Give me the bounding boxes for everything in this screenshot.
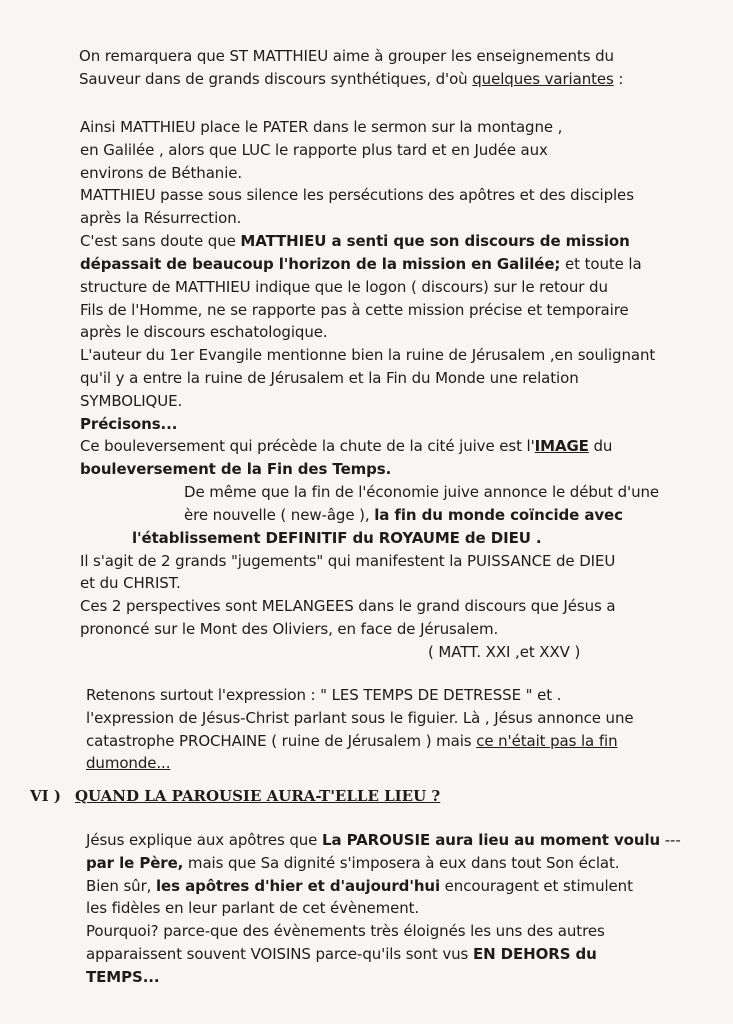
para6-underlined: ce n'était pas la fin	[476, 732, 618, 750]
para6-line-4: dumonde...	[86, 754, 171, 772]
intro-text: Sauveur dans de grands discours synthétiques, d'où	[79, 70, 473, 88]
para4-line-1	[80, 436, 612, 456]
para5-line-2: et du CHRIST.	[80, 574, 181, 592]
para7-bold: La PAROUSIE	[321, 831, 431, 849]
para7-bold: du	[570, 945, 597, 963]
para2-line-4: Fils de l'Homme, ne se rapporte pas à cette mission précise et temporaire	[80, 301, 629, 319]
para7-line-5: Pourquoi? parce-que des évènements très éloignés les uns des autres	[86, 922, 605, 940]
para7-text: mais que Sa dignité s'imposera à eux dans tout Son éclat.	[183, 854, 620, 872]
intro-line-1: On remarquera que ST MATTHIEU aime à grouper les enseignements du	[79, 47, 614, 65]
intro-colon: :	[613, 70, 624, 88]
para5-line-3: Ces 2 perspectives sont MELANGEES dans le grand discours que Jésus a	[80, 597, 616, 615]
para7-text: encouragent et stimulent	[440, 877, 633, 895]
para4-line-2: bouleversement de la Fin des Temps.	[80, 460, 392, 478]
para7-line-7: TEMPS...	[86, 968, 160, 986]
para7-text: Bien sûr,	[86, 877, 156, 895]
para4-image-word: IMAGE	[534, 437, 589, 455]
section-number: VI )	[30, 787, 61, 805]
para2-bold: MATTHIEU a senti que son discours de mission	[240, 232, 630, 250]
para6-line-1: Retenons surtout l'expression : " LES TEMPS DE DETRESSE " et .	[86, 686, 562, 704]
para2-line-5: après le discours eschatologique.	[80, 323, 328, 341]
para7-line-4: les fidèles en leur parlant de cet évènement.	[86, 899, 420, 917]
para7-bold: EN DEHORS	[472, 945, 571, 963]
para7-dashes: ---	[660, 831, 681, 849]
para2-line-3: structure de MATTHIEU indique que le logon ( discours) sur le retour du	[80, 278, 608, 296]
para1-line-4: MATTHIEU passe sous silence les persécutions des apôtres et des disciples	[80, 186, 634, 204]
para2-bold: dépassait de beaucoup l'horizon de la mission en Galilée;	[80, 255, 561, 273]
para5-line-1: Il s'agit de 2 grands "jugements" qui manifestent la PUISSANCE de DIEU	[80, 552, 616, 570]
para2-line-2	[80, 254, 642, 274]
para1-line-3: environs de Béthanie.	[80, 164, 243, 182]
reference: ( MATT. XXI ,et XXV )	[428, 643, 581, 661]
para7-text: apparaissent souvent VOISINS parce-qu'ils sont vus	[86, 945, 473, 963]
para3-line-1: L'auteur du 1er Evangile mentionne bien la ruine de Jérusalem ,en soulignant	[80, 346, 656, 364]
section-title: QUAND LA PAROUSIE AURA-T'ELLE LIEU ?	[74, 787, 441, 805]
intro-line-2	[79, 69, 623, 89]
para3-line-3: SYMBOLIQUE.	[80, 392, 183, 410]
para1-line-2: en Galilée , alors que LUC le rapporte plus tard et en Judée aux	[80, 141, 548, 159]
para3-line-2: qu'il y a entre la ruine de Jérusalem et la Fin du Monde une relation	[80, 369, 579, 387]
para7-bold: par le Père,	[86, 854, 184, 872]
para4-text: Ce bouleversement qui précède la chute de la cité juive est l'	[80, 437, 535, 455]
para2-text: et toute la	[560, 255, 642, 273]
para4-line-3: De même que la fin de l'économie juive annonce le début d'une	[184, 483, 660, 501]
para4-line-4	[184, 505, 623, 525]
para6-line-3	[86, 731, 617, 751]
para2-text: C'est sans doute que	[80, 232, 241, 250]
para1-line-5: après la Résurrection.	[80, 209, 242, 227]
para4-text: ère nouvelle ( new-âge ),	[184, 506, 375, 524]
precisons-label: Précisons...	[80, 415, 178, 433]
intro-underlined: quelques variantes	[472, 70, 614, 88]
para7-line-3	[86, 876, 633, 896]
para7-text: Jésus explique aux apôtres que	[86, 831, 322, 849]
para7-line-1	[86, 830, 681, 850]
section-heading	[30, 787, 440, 805]
para6-line-2: l'expression de Jésus-Christ parlant sous le figuier. Là , Jésus annonce une	[86, 709, 634, 727]
para7-line-2	[86, 853, 619, 873]
para4-text: du	[588, 437, 613, 455]
para4-bold: la fin du monde coïncide avec	[374, 506, 623, 524]
para5-line-4: prononcé sur le Mont des Oliviers, en face de Jérusalem.	[80, 620, 499, 638]
para7-line-6	[86, 944, 597, 964]
para7-bold: les apôtres d'hier et d'aujourd'hui	[156, 877, 441, 895]
para6-text: catastrophe PROCHAINE ( ruine de Jérusalem ) mais	[86, 732, 477, 750]
para7-bold: aura lieu au moment voulu	[430, 831, 661, 849]
para1-line-1: Ainsi MATTHIEU place le PATER dans le sermon sur la montagne ,	[80, 118, 563, 136]
para4-line-5: l'établissement DEFINITIF du ROYAUME de DIEU .	[132, 529, 542, 547]
para2-line-1	[80, 231, 630, 251]
